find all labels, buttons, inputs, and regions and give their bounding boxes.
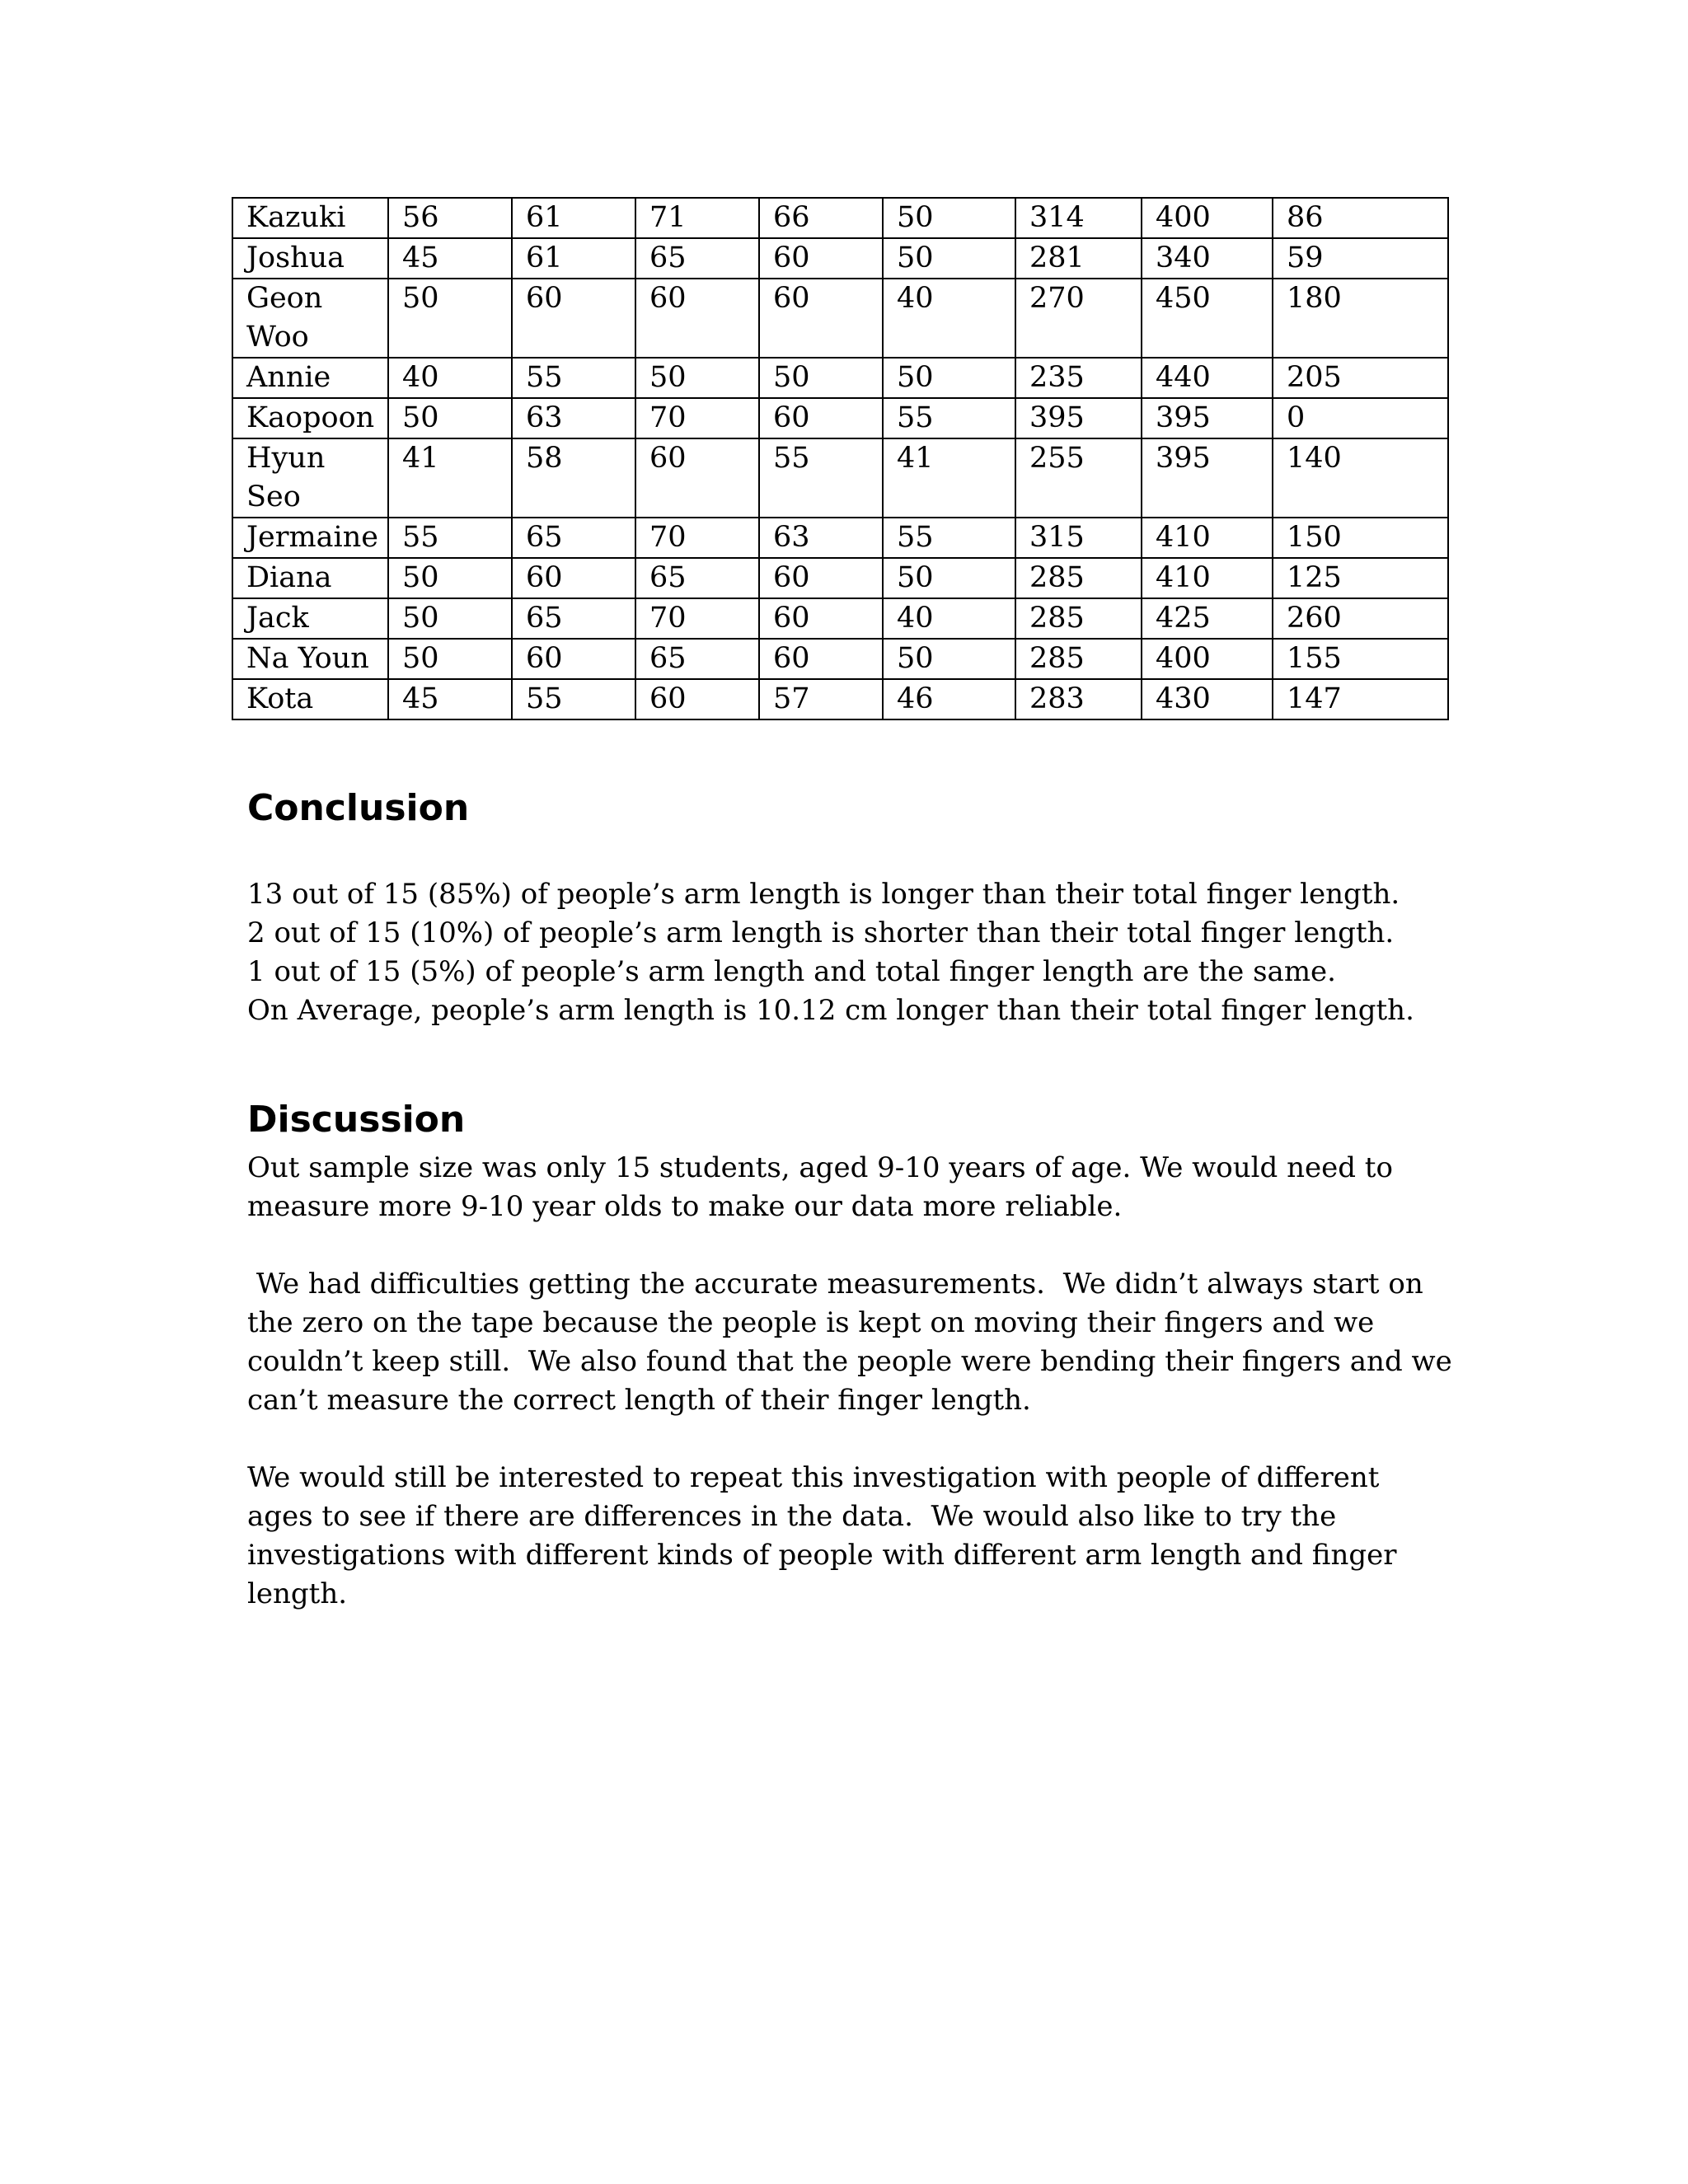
value-cell: 70 <box>635 518 759 558</box>
value-cell: 55 <box>512 358 635 398</box>
value-cell: 60 <box>759 238 883 279</box>
table-body <box>232 198 1448 719</box>
discussion-paragraph: We would still be interested to repeat this investigation with people of different ages to see if there are differences in the data. We would also like to try the investigations with different kinds of people with different arm length and finger length. <box>247 1461 1406 1610</box>
value-cell: 430 <box>1142 679 1273 719</box>
table-row <box>232 279 1448 358</box>
name-cell: Annie <box>232 358 388 398</box>
value-cell: 285 <box>1015 639 1142 679</box>
name-cell: Kaopoon <box>232 398 388 438</box>
value-cell: 50 <box>883 358 1015 398</box>
value-cell: 410 <box>1142 518 1273 558</box>
value-cell: 50 <box>883 558 1015 598</box>
value-cell: 410 <box>1142 558 1273 598</box>
value-cell: 60 <box>512 279 635 358</box>
value-cell: 63 <box>512 398 635 438</box>
value-cell: 50 <box>883 639 1015 679</box>
value-cell: 50 <box>759 358 883 398</box>
conclusion-line: 2 out of 15 (10%) of people’s arm length is shorter than their total finger length. <box>247 916 1395 949</box>
value-cell: 66 <box>759 198 883 238</box>
value-cell: 255 <box>1015 438 1142 518</box>
table-row <box>232 438 1448 518</box>
value-cell: 155 <box>1273 639 1448 679</box>
table-row <box>232 358 1448 398</box>
value-cell: 55 <box>883 518 1015 558</box>
table-row <box>232 639 1448 679</box>
value-cell: 50 <box>883 238 1015 279</box>
table-row <box>232 198 1448 238</box>
discussion-paragraph: Out sample size was only 15 students, aged 9-10 years of age. We would need to measure more 9-10 year olds to make our data more reliable. <box>247 1151 1402 1223</box>
value-cell: 425 <box>1142 598 1273 639</box>
value-cell: 180 <box>1273 279 1448 358</box>
value-cell: 147 <box>1273 679 1448 719</box>
value-cell: 55 <box>512 679 635 719</box>
value-cell: 395 <box>1142 398 1273 438</box>
name-cell: Jermaine <box>232 518 388 558</box>
value-cell: 86 <box>1273 198 1448 238</box>
value-cell: 45 <box>388 238 512 279</box>
name-cell: Geon Woo <box>232 279 388 358</box>
value-cell: 60 <box>759 598 883 639</box>
value-cell: 46 <box>883 679 1015 719</box>
value-cell: 125 <box>1273 558 1448 598</box>
discussion-text <box>247 1149 1459 1614</box>
value-cell: 65 <box>635 639 759 679</box>
value-cell: 61 <box>512 238 635 279</box>
value-cell: 270 <box>1015 279 1142 358</box>
table-row <box>232 238 1448 279</box>
value-cell: 285 <box>1015 558 1142 598</box>
value-cell: 314 <box>1015 198 1142 238</box>
name-cell: Jack <box>232 598 388 639</box>
value-cell: 50 <box>635 358 759 398</box>
table-row <box>232 518 1448 558</box>
value-cell: 60 <box>759 558 883 598</box>
value-cell: 285 <box>1015 598 1142 639</box>
value-cell: 58 <box>512 438 635 518</box>
conclusion-line: 1 out of 15 (5%) of people’s arm length and total finger length are the same. <box>247 955 1336 988</box>
value-cell: 60 <box>635 279 759 358</box>
value-cell: 50 <box>388 598 512 639</box>
value-cell: 235 <box>1015 358 1142 398</box>
name-cell: Joshua <box>232 238 388 279</box>
name-cell: Na Youn <box>232 639 388 679</box>
value-cell: 45 <box>388 679 512 719</box>
value-cell: 50 <box>388 398 512 438</box>
value-cell: 57 <box>759 679 883 719</box>
value-cell: 340 <box>1142 238 1273 279</box>
name-cell: Diana <box>232 558 388 598</box>
value-cell: 55 <box>759 438 883 518</box>
value-cell: 60 <box>512 639 635 679</box>
value-cell: 56 <box>388 198 512 238</box>
value-cell: 205 <box>1273 358 1448 398</box>
value-cell: 395 <box>1015 398 1142 438</box>
discussion-heading: Discussion <box>247 1099 466 1141</box>
table-row <box>232 679 1448 719</box>
value-cell: 41 <box>883 438 1015 518</box>
value-cell: 65 <box>635 558 759 598</box>
value-cell: 55 <box>388 518 512 558</box>
value-cell: 400 <box>1142 198 1273 238</box>
value-cell: 60 <box>759 279 883 358</box>
value-cell: 40 <box>883 279 1015 358</box>
value-cell: 40 <box>388 358 512 398</box>
value-cell: 400 <box>1142 639 1273 679</box>
value-cell: 70 <box>635 398 759 438</box>
conclusion-heading: Conclusion <box>247 787 470 829</box>
value-cell: 140 <box>1273 438 1448 518</box>
value-cell: 65 <box>635 238 759 279</box>
table-row <box>232 598 1448 639</box>
value-cell: 40 <box>883 598 1015 639</box>
measurements-table <box>232 197 1449 720</box>
conclusion-line: On Average, people’s arm length is 10.12 cm longer than their total finger length. <box>247 994 1414 1027</box>
value-cell: 260 <box>1273 598 1448 639</box>
value-cell: 59 <box>1273 238 1448 279</box>
value-cell: 65 <box>512 598 635 639</box>
value-cell: 61 <box>512 198 635 238</box>
table-row <box>232 558 1448 598</box>
name-cell: Hyun Seo <box>232 438 388 518</box>
value-cell: 440 <box>1142 358 1273 398</box>
value-cell: 0 <box>1273 398 1448 438</box>
conclusion-line: 13 out of 15 (85%) of people’s arm length is longer than their total finger length. <box>247 878 1400 911</box>
name-cell: Kota <box>232 679 388 719</box>
name-cell: Kazuki <box>232 198 388 238</box>
value-cell: 60 <box>512 558 635 598</box>
value-cell: 50 <box>388 558 512 598</box>
value-cell: 150 <box>1273 518 1448 558</box>
value-cell: 60 <box>635 438 759 518</box>
value-cell: 50 <box>388 279 512 358</box>
value-cell: 395 <box>1142 438 1273 518</box>
value-cell: 71 <box>635 198 759 238</box>
value-cell: 63 <box>759 518 883 558</box>
value-cell: 283 <box>1015 679 1142 719</box>
value-cell: 65 <box>512 518 635 558</box>
value-cell: 60 <box>759 639 883 679</box>
value-cell: 50 <box>388 639 512 679</box>
table-row <box>232 398 1448 438</box>
conclusion-text <box>247 875 1459 1030</box>
value-cell: 70 <box>635 598 759 639</box>
value-cell: 60 <box>759 398 883 438</box>
value-cell: 450 <box>1142 279 1273 358</box>
value-cell: 50 <box>883 198 1015 238</box>
discussion-paragraph: We had difficulties getting the accurate measurements. We didn’t always start on the zero on the tape because the people is kept on moving their fingers and we couldn’t keep still. We also found that the people were bending their fingers and we can’t measure the correct length of their finger length. <box>247 1268 1461 1417</box>
value-cell: 281 <box>1015 238 1142 279</box>
value-cell: 60 <box>635 679 759 719</box>
value-cell: 315 <box>1015 518 1142 558</box>
value-cell: 41 <box>388 438 512 518</box>
value-cell: 55 <box>883 398 1015 438</box>
